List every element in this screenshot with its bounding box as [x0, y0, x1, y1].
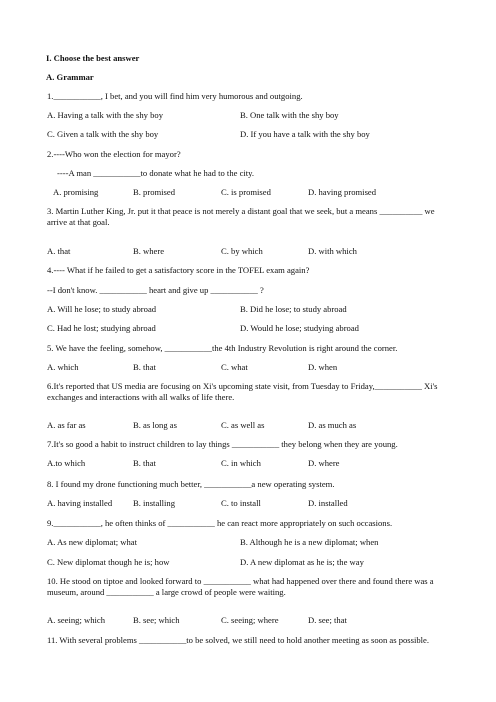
question-2-option-b: B. promised — [133, 187, 176, 197]
question-2-reply: ----A man ___________to donate what he had to the city. — [57, 168, 255, 178]
question-9-option-b: B. Although he is a new diplomat; when — [240, 537, 379, 547]
question-10-stem: 10. He stood on tiptoe and looked forward to ___________ what had happened over there and found there was a museum, around ___________ a large crowd of people were waiting. — [47, 576, 434, 597]
question-8-option-d: D. installed — [308, 498, 348, 508]
question-7-stem: 7.It's so good a habit to instruct children to lay things ___________ they belong when they are young. — [47, 439, 398, 449]
question-4-options-row-2 — [47, 323, 452, 334]
question-2-option-a: A. promising — [53, 187, 99, 197]
question-7-option-c: C. in which — [221, 458, 261, 468]
question-6-option-d: D. as much as — [308, 420, 357, 430]
question-2-stem: 2.----Who won the election for mayor? — [47, 149, 181, 159]
question-6-option-b: B. as long as — [133, 420, 177, 430]
question-10-option-a: A. seeing; which — [47, 615, 105, 625]
question-6-stem: 6.It's reported that US media are focusing on Xi's upcoming state visit, from Tuesday to Friday,___________ Xi's exchanges and interactions with all walks of life there. — [47, 381, 438, 402]
question-6-options — [47, 420, 452, 431]
question-10-options — [47, 615, 452, 626]
question-5-options — [47, 362, 452, 373]
question-8-options — [47, 498, 452, 509]
question-9-stem: 9.___________, he often thinks of ___________ he can react more appropriately on such occasions. — [47, 518, 393, 528]
question-4-option-b: B. Did he lose; to study abroad — [240, 304, 347, 314]
question-4-reply: --I don't know. ___________ heart and give up ___________ ? — [47, 285, 264, 295]
question-4-option-a: A. Will he lose; to study abroad — [47, 304, 157, 314]
section-subtitle: A. Grammar — [46, 72, 94, 82]
question-10-option-d: D. see; that — [308, 615, 347, 625]
question-1-options-row-2 — [47, 129, 452, 140]
question-2-options — [47, 187, 452, 198]
question-1-option-b: B. One talk with the shy boy — [240, 110, 339, 120]
question-4-stem: 4.---- What if he failed to get a satisfactory score in the TOFEL exam again? — [47, 265, 310, 275]
question-2-option-c: C. is promised — [221, 187, 271, 197]
question-5-stem: 5. We have the feeling, somehow, ___________the 4th Industry Revolution is right around the corner. — [47, 343, 398, 353]
question-4-option-d: D. Would he lose; studying abroad — [240, 323, 359, 333]
question-8-stem: 8. I found my drone functioning much better, ___________a new operating system. — [47, 479, 335, 489]
question-8-option-a: A. having installed — [47, 498, 113, 508]
question-7-option-a: A.to which — [47, 458, 86, 468]
question-1-option-a: A. Having a talk with the shy boy — [47, 110, 163, 120]
question-3-option-d: D. with which — [308, 246, 357, 256]
question-3-option-c: C. by which — [221, 246, 263, 256]
question-5-option-b: B. that — [133, 362, 156, 372]
question-4-option-c: C. Had he lost; studying abroad — [47, 323, 156, 333]
question-1-option-c: C. Given a talk with the shy boy — [47, 129, 159, 139]
question-3-option-b: B. where — [133, 246, 165, 256]
question-9-option-d: D. A new diplomat as he is; the way — [240, 557, 364, 567]
question-10-option-c: C. seeing; where — [221, 615, 279, 625]
question-1-stem: 1.___________, I bet, and you will find him very humorous and outgoing. — [47, 91, 303, 101]
question-8-option-c: C. to install — [221, 498, 261, 508]
question-7-option-d: D. where — [308, 458, 340, 468]
question-4-options-row-1 — [47, 304, 452, 315]
question-3-stem: 3. Martin Luther King, Jr. put it that peace is not merely a distant goal that we seek, but a means __________ we arrive at that goal. — [47, 206, 435, 227]
question-5-option-c: C. what — [221, 362, 248, 372]
question-5-option-d: D. when — [308, 362, 338, 372]
question-3-option-a: A. that — [47, 246, 71, 256]
question-7-option-b: B. that — [133, 458, 156, 468]
question-7-options — [47, 458, 452, 469]
question-8-option-b: B. installing — [133, 498, 176, 508]
question-2-option-d: D. having promised — [308, 187, 377, 197]
question-9-options-row-2 — [47, 557, 452, 568]
section-title: I. Choose the best answer — [46, 53, 140, 63]
question-9-option-a: A. As new diplomat; what — [47, 537, 137, 547]
question-9-option-c: C. New diplomat though he is; how — [47, 557, 170, 567]
question-3-options — [47, 246, 452, 257]
question-6-option-c: C. as well as — [221, 420, 265, 430]
question-10-option-b: B. see; which — [133, 615, 180, 625]
question-5-option-a: A. which — [47, 362, 79, 372]
question-1-options-row-1 — [47, 110, 452, 121]
question-9-options-row-1 — [47, 537, 452, 548]
question-6-option-a: A. as far as — [47, 420, 86, 430]
question-11-stem: 11. With several problems ___________to be solved, we still need to hold another meeting as soon as possible. — [47, 635, 430, 645]
question-1-option-d: D. If you have a talk with the shy boy — [240, 129, 370, 139]
